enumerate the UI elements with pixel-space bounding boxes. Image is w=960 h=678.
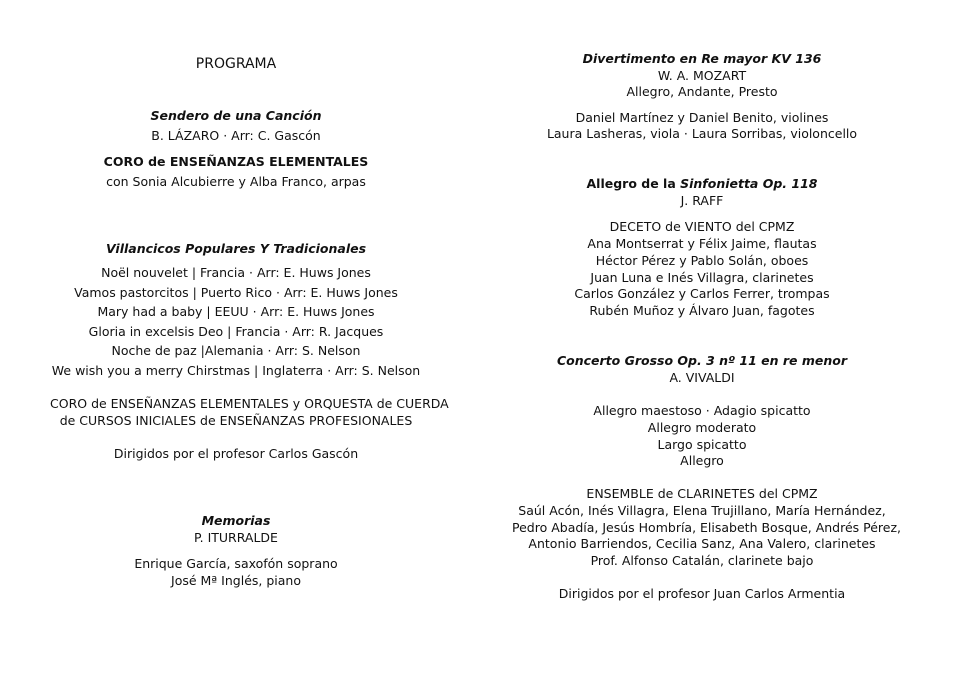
piece-title [512, 176, 892, 192]
performer: Enrique García, saxofón soprano [134, 556, 338, 571]
performer: Rubén Muñoz y Álvaro Juan, fagotes [589, 303, 815, 318]
performers: con Sonia Alcubierre y Alba Franco, arpas [106, 174, 366, 189]
ensemble: CORO de ENSEÑANZAS ELEMENTALES y ORQUESTA de CUERDA [50, 396, 449, 411]
piece-title: Sendero de una Canción [150, 108, 322, 123]
title-prefix: Allegro de la [586, 176, 681, 191]
piece-title: Villancicos Populares Y Tradicionales [105, 241, 367, 256]
performer: Saúl Acón, Inés Villagra, Elena Trujillano, María Hernández, [518, 503, 886, 518]
performer: Laura Lasheras, viola · Laura Sorribas, violoncello [546, 126, 858, 141]
performer: Antonio Barriendos, Cecilia Sanz, Ana Valero, clarinetes [528, 536, 876, 551]
song-item: Gloria in excelsis Deo | Francia · Arr: R. Jacques [88, 324, 384, 339]
performer: Pedro Abadía, Jesús Hombría, Elisabeth Bosque, Andrés Pérez, [512, 520, 902, 535]
program-heading: PROGRAMA [195, 56, 277, 72]
song-item: Vamos pastorcitos | Puerto Rico · Arr: E. Huws Jones [74, 285, 398, 300]
song-item: Noche de paz |Alemania · Arr: S. Nelson [111, 343, 361, 358]
movements: Allegro, Andante, Presto [626, 84, 778, 99]
piece-title: Memorias [201, 513, 271, 528]
ensemble: CORO de ENSEÑANZAS ELEMENTALES [103, 154, 369, 169]
performer: Prof. Alfonso Catalán, clarinete bajo [590, 553, 814, 568]
director: Dirigidos por el profesor Carlos Gascón [113, 446, 359, 461]
performer: José Mª Inglés, piano [171, 573, 301, 588]
song-item: We wish you a merry Chirstmas | Inglaterra · Arr: S. Nelson [51, 363, 421, 378]
composer: J. RAFF [680, 193, 724, 208]
movement: Allegro [680, 453, 724, 468]
performer: Daniel Martínez y Daniel Benito, violines [575, 110, 829, 125]
song-item: Mary had a baby | EEUU · Arr: E. Huws Jones [97, 304, 375, 319]
ensemble: de CURSOS INICIALES de ENSEÑANZAS PROFESIONALES [59, 413, 413, 428]
ensemble: ENSEMBLE de CLARINETES del CPMZ [586, 486, 818, 501]
composer: B. LÁZARO · Arr: C. Gascón [151, 128, 321, 143]
song-item: Noël nouvelet | Francia · Arr: E. Huws Jones [101, 265, 371, 280]
piece-title: Concerto Grosso Op. 3 nº 11 en re menor [556, 353, 848, 368]
director: Dirigidos por el profesor Juan Carlos Armentia [558, 586, 846, 601]
performer: Carlos González y Carlos Ferrer, trompas [574, 286, 830, 301]
title-italic: Sinfonietta Op. 118 [680, 176, 818, 191]
piece-title: Divertimento en Re mayor KV 136 [582, 51, 822, 66]
movement: Allegro maestoso · Adagio spicatto [593, 403, 811, 418]
movement: Allegro moderato [647, 420, 757, 435]
ensemble: DECETO de VIENTO del CPMZ [609, 219, 795, 234]
performer: Juan Luna e Inés Villagra, clarinetes [590, 270, 814, 285]
composer: P. ITURRALDE [194, 530, 278, 545]
performer: Héctor Pérez y Pablo Solán, oboes [595, 253, 809, 268]
composer: A. VIVALDI [669, 370, 735, 385]
movement: Largo spicatto [657, 437, 747, 452]
composer: W. A. MOZART [657, 68, 747, 83]
performer: Ana Montserrat y Félix Jaime, flautas [587, 236, 817, 251]
